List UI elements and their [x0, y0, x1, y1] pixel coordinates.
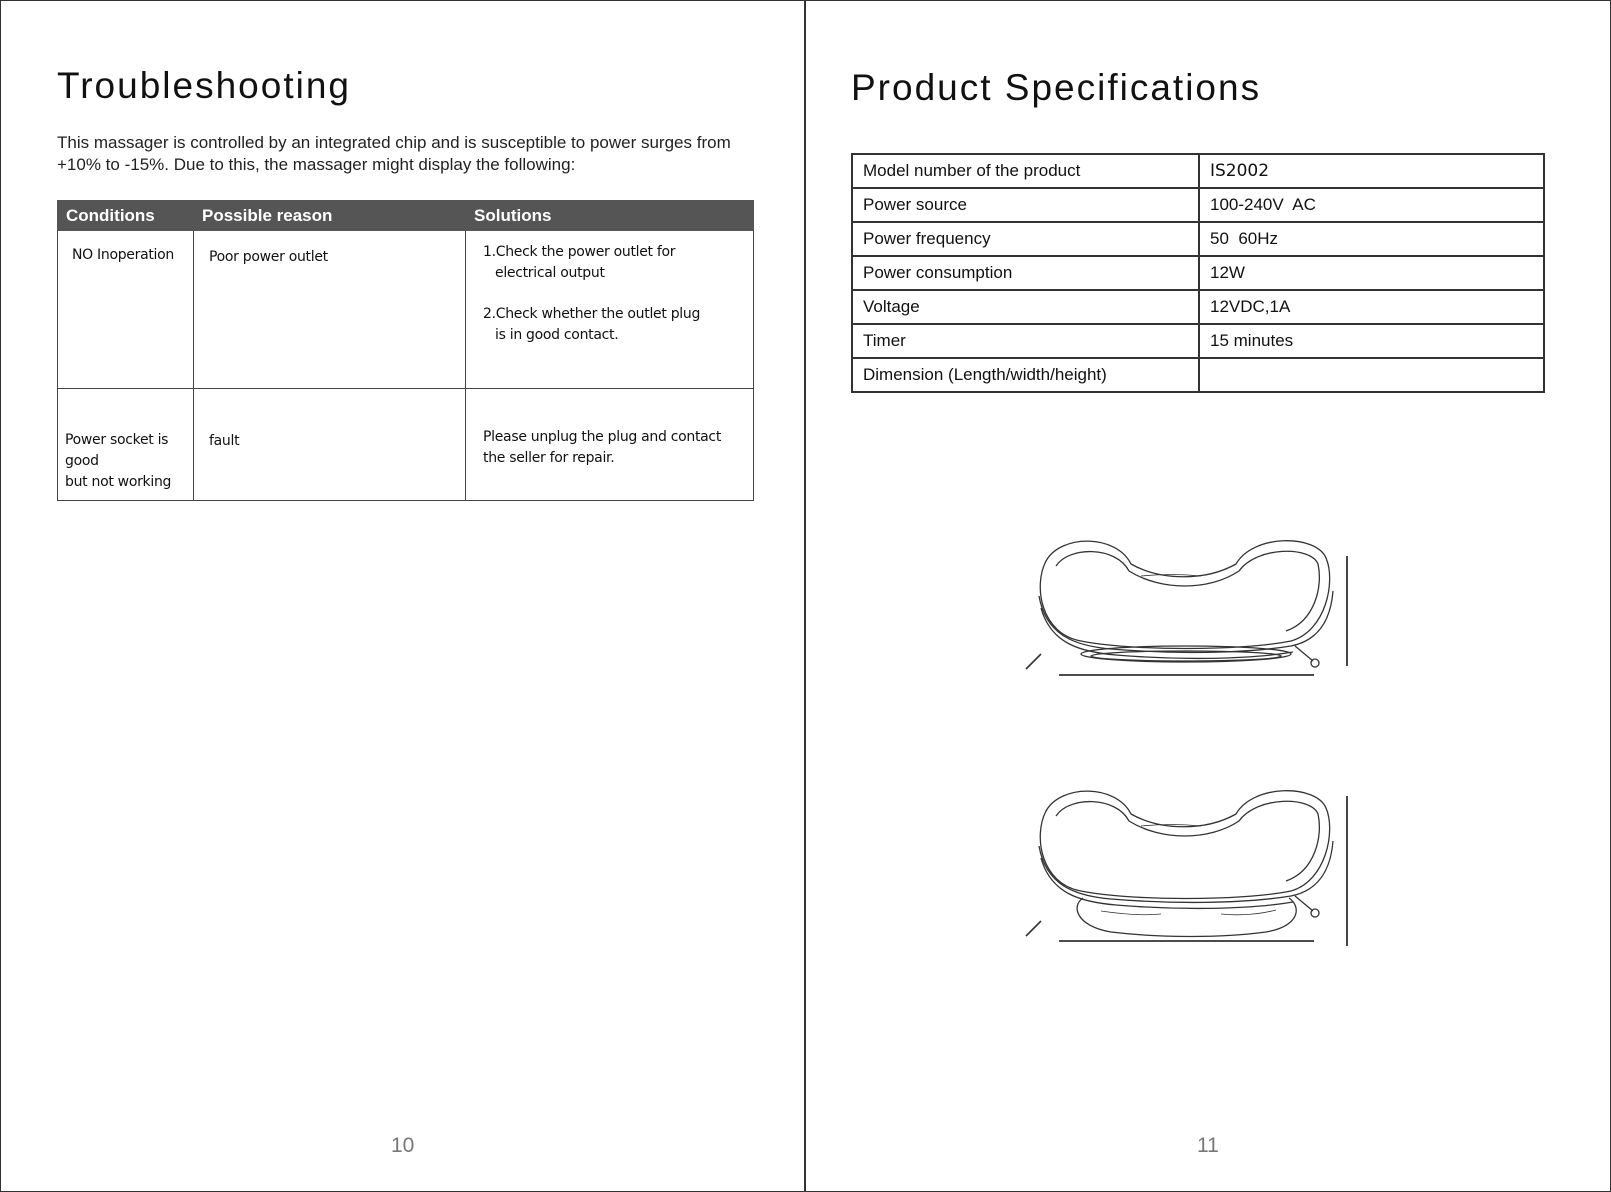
- spec-label: Power frequency: [852, 222, 1199, 256]
- solution-line: is in good contact.: [495, 327, 619, 343]
- spec-value: 12W: [1199, 256, 1544, 290]
- spec-value: 100-240V AC: [1199, 188, 1544, 222]
- specifications-table: [851, 153, 1545, 393]
- spec-label: Model number of the product: [852, 154, 1199, 188]
- spec-row: [852, 290, 1544, 324]
- spec-value: 15 minutes: [1199, 324, 1544, 358]
- solution-line: Please unplug the plug and contact: [483, 429, 722, 445]
- solution-item: [483, 304, 753, 346]
- solution-line: electrical output: [495, 265, 605, 281]
- solution-line: 1.Check the power outlet for: [483, 244, 676, 260]
- spec-label: Timer: [852, 324, 1199, 358]
- table-row: [58, 231, 754, 389]
- page-number: 10: [391, 1134, 415, 1157]
- massager-illustration-bottom: [1021, 786, 1351, 956]
- spec-label: Power source: [852, 188, 1199, 222]
- spec-value: [1199, 358, 1544, 392]
- spec-row: [852, 358, 1544, 392]
- spec-row: [852, 188, 1544, 222]
- spec-value: IS2002: [1199, 154, 1544, 188]
- spec-value: 50 60Hz: [1199, 222, 1544, 256]
- spec-value: 12VDC,1A: [1199, 290, 1544, 324]
- condition-text: NO Inoperation: [72, 247, 174, 263]
- reason-text: Poor power outlet: [209, 249, 328, 265]
- header-solutions: Solutions: [466, 201, 754, 231]
- condition-text: Power socket is good: [65, 432, 169, 469]
- condition-cell: [58, 389, 194, 501]
- solution-line: 2.Check whether the outlet plug: [483, 306, 701, 322]
- condition-cell: [58, 231, 194, 389]
- table-header-row: [58, 201, 754, 231]
- page-number: 11: [1197, 1134, 1219, 1157]
- reason-cell: [194, 389, 466, 501]
- header-conditions: Conditions: [58, 201, 194, 231]
- spec-row: [852, 154, 1544, 188]
- reason-cell: [194, 231, 466, 389]
- reason-text: fault: [209, 433, 240, 449]
- troubleshooting-title: Troubleshooting: [57, 65, 351, 106]
- massager-illustration-top: [1021, 536, 1351, 686]
- spec-label: Dimension (Length/width/height): [852, 358, 1199, 392]
- table-row: [58, 389, 754, 501]
- spec-label: Voltage: [852, 290, 1199, 324]
- spec-row: [852, 324, 1544, 358]
- condition-text: but not working: [65, 474, 172, 490]
- spec-row: [852, 222, 1544, 256]
- specifications-title: Product Specifications: [851, 67, 1262, 108]
- page-right: [806, 0, 1611, 1192]
- solution-line: the seller for repair.: [483, 450, 615, 466]
- header-possible-reason: Possible reason: [194, 201, 466, 231]
- troubleshooting-intro: This massager is controlled by an integrated chip and is susceptible to power surges from +10% to -15%. Due to this, the massager might display the following:: [57, 133, 731, 174]
- solution-item: [483, 242, 753, 284]
- solution-cell: [466, 231, 754, 389]
- solution-cell: [466, 389, 754, 501]
- spec-label: Power consumption: [852, 256, 1199, 290]
- troubleshooting-table: [57, 200, 754, 501]
- spec-row: [852, 256, 1544, 290]
